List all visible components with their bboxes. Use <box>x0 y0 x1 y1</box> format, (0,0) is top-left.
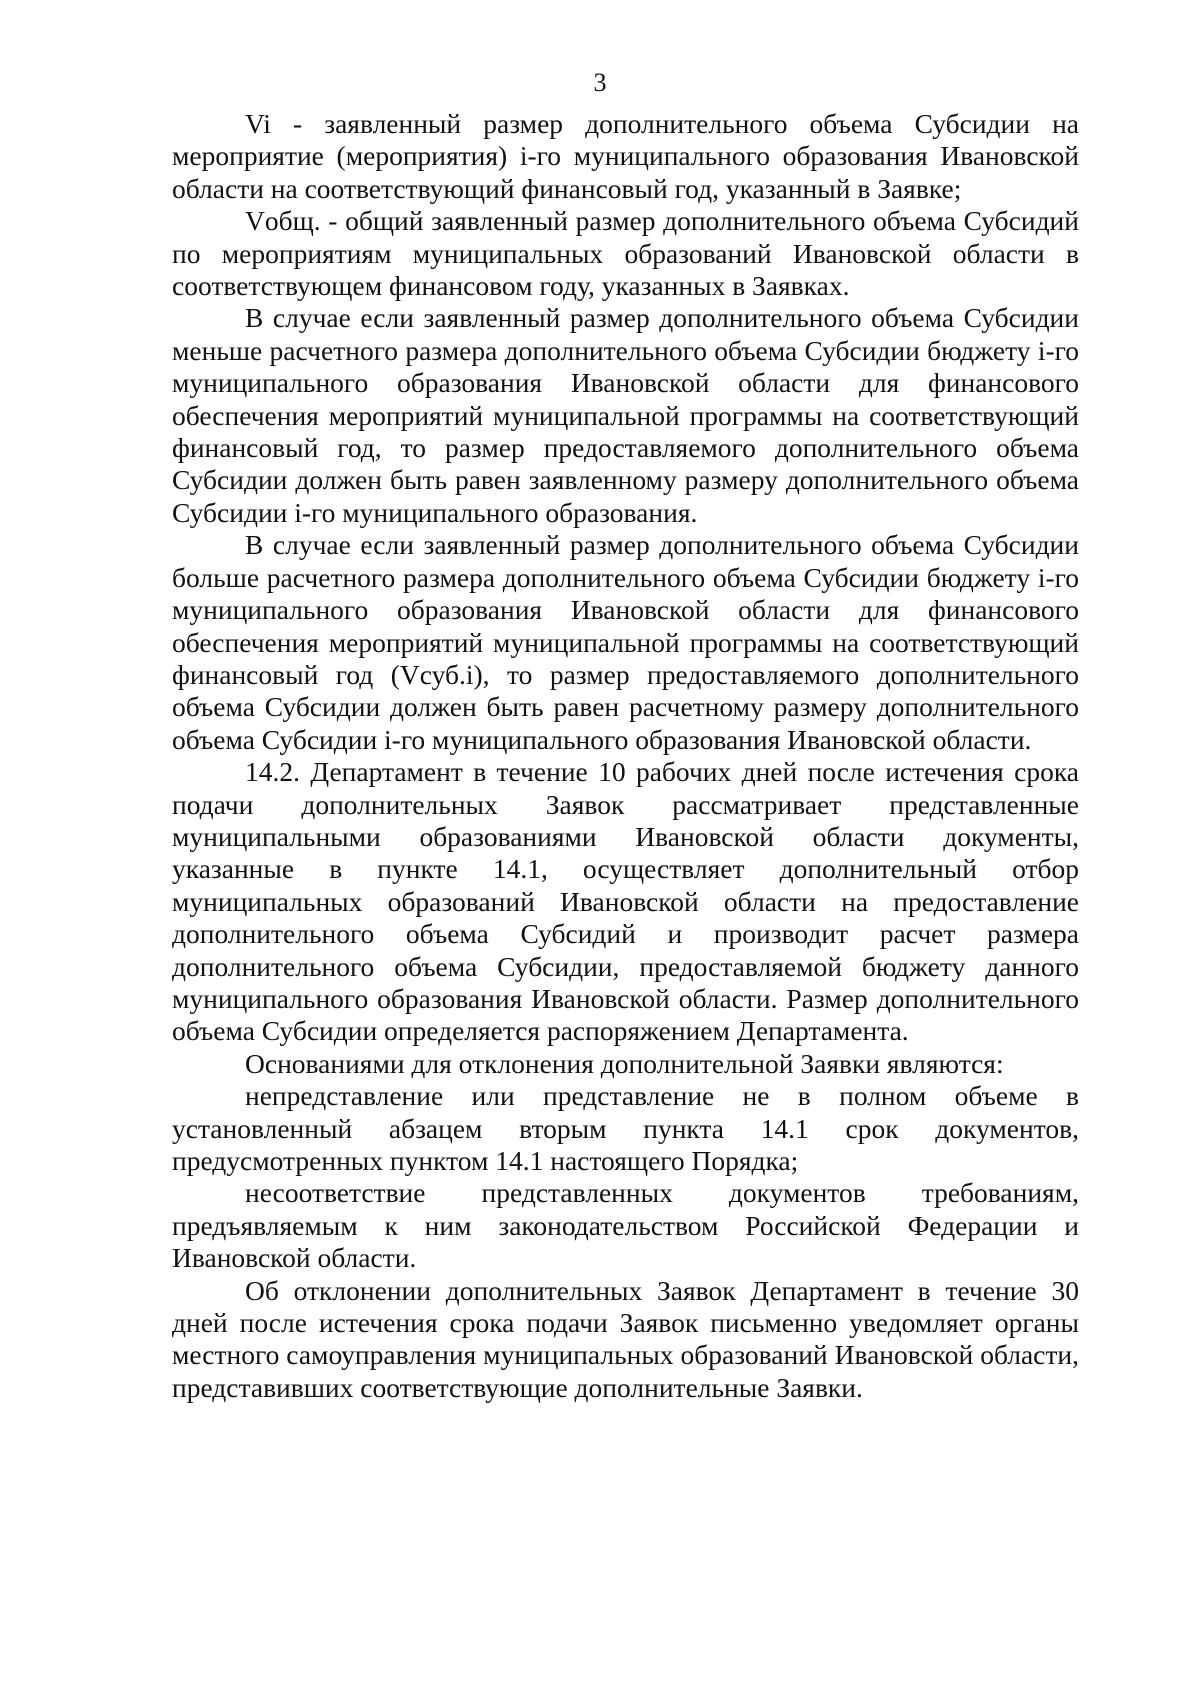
paragraph-ground-non-submission: непредставление или представление не в полном объеме в установленный абзацем вторым пункта 14.1 срок документов, предусмотренных пунктом 14.1 настоящего Порядка; <box>172 1080 1079 1176</box>
paragraph-vobsh-definition: Vобщ. - общий заявленный размер дополнительного объема Субсидий по мероприятиям муниципальных образований Ивановской области в соответствующем финансовом году, указанных в Заявках. <box>172 205 1079 302</box>
paragraph-section-14-2: 14.2. Департамент в течение 10 рабочих дней после истечения срока подачи дополнительных Заявок рассматривает представленные муниципальными образованиями Ивановской области документы, указанные в пункте 14.1, осуществляет дополнительный отбор муниципальных образований Ивановской области на предоставление дополнительного объема Субсидий и производит расчет размера дополнительного объема Субсидии, предоставляемой бюджету данного муниципального образования Ивановской области. Размер дополнительного объема Субсидии определяется распоряжением Департамента. <box>172 756 1079 1047</box>
paragraph-ground-non-compliance: несоответствие представленных документов требованиям, предъявляемым к ним законодательством Российской Федерации и Ивановской области. <box>172 1177 1079 1274</box>
document-body <box>172 108 1079 1404</box>
paragraph-rejection-grounds: Основаниями для отклонения дополнительной Заявки являются: <box>245 1047 1004 1079</box>
page-number: 3 <box>593 68 607 97</box>
paragraph-vi-definition: Vi - заявленный размер дополнительного объема Субсидии на мероприятие (мероприятия) i-го муниципального образования Ивановской области на соответствующий финансовый год, указанный в Заявке; <box>172 108 1079 204</box>
paragraph-more-than-calculated: В случае если заявленный размер дополнительного объема Субсидии больше расчетного размера дополнительного объема Субсидии бюджету i-го муниципального образования Ивановской области для финансового обеспечения мероприятий муниципальной программы на соответствующий финансовый год (Vсуб.i), то размер предоставляемого дополнительного объема Субсидии должен быть равен расчетному размеру дополнительного объема Субсидии i-го муниципального образования Ивановской области. <box>172 529 1079 755</box>
paragraph-less-than-calculated: В случае если заявленный размер дополнительного объема Субсидии меньше расчетного размера дополнительного объема Субсидии бюджету i-го муниципального образования Ивановской области для финансового обеспечения мероприятий муниципальной программы на соответствующий финансовый год, то размер предоставляемого дополнительного объема Субсидии должен быть равен заявленному размеру дополнительного объема Субсидии i-го муниципального образования. <box>172 302 1079 528</box>
paragraph-rejection-notice: Об отклонении дополнительных Заявок Департамент в течение 30 дней после истечения срока подачи Заявок письменно уведомляет органы местного самоуправления муниципальных образований Ивановской области, представивших соответствующие дополнительные Заявки. <box>172 1274 1079 1403</box>
